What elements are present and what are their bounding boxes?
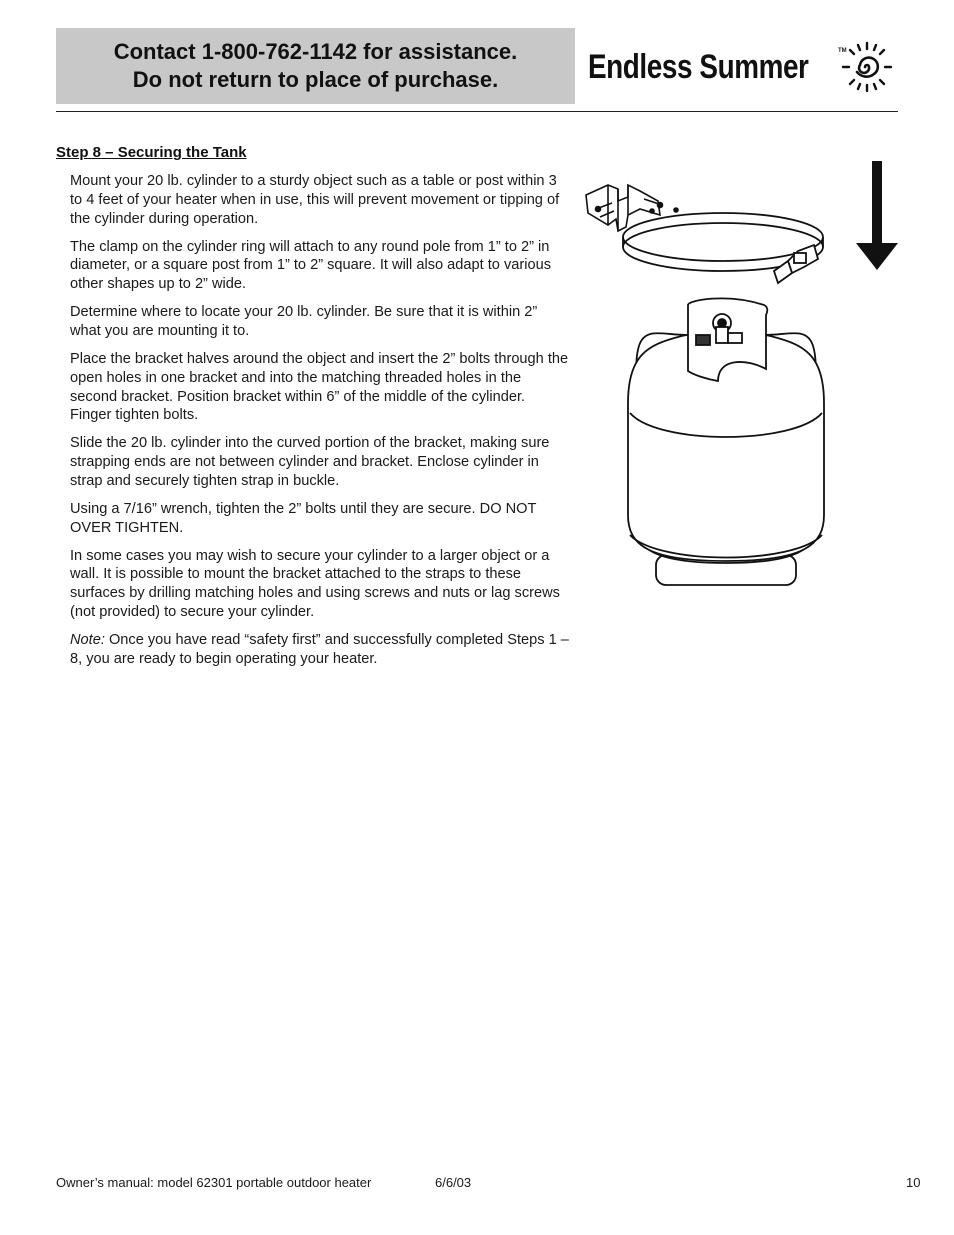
brand-name: Endless Summer (588, 48, 809, 86)
note-label: Note: (70, 632, 105, 649)
sun-spiral-icon (840, 40, 894, 94)
paragraph: The clamp on the cylinder ring will attach to any round pole from 1” to 2” in diameter, or a square post from 1” to 2” square. It will also adapt to various other shapes up to 2” wide. (70, 238, 552, 293)
paragraph: Determine where to locate your 20 lb. cylinder. Be sure that it is within 2” what you are mounting it to. (70, 304, 538, 339)
contact-line-2: Do not return to place of purchase. (132, 67, 499, 92)
paragraph: Slide the 20 lb. cylinder into the curved portion of the bracket, making sure strapping ends are not between cylinder and bracket. Enclose cylinder in strap and securely tighten strap in buckle. (70, 435, 550, 489)
paragraph: Place the bracket halves around the object and insert the 2” bolts through the open holes in one bracket and into the matching threaded holes in the second bracket. Position bracket within 6” of the middle of the cylinder. Finger tighten bolts. (70, 350, 569, 424)
paragraph: Using a 7/16” wrench, tighten the 2” bolts until they are secure. DO NOT OVER TIGHTEN. (70, 500, 537, 536)
paragraph: In some cases you may wish to secure your cylinder to a larger object or a wall. It is possible to mount the bracket attached to the straps to these surfaces by drilling matching holes and using screws and nuts or lag screws (not provided) to secure your cylinder. (70, 547, 560, 621)
brand-logo (588, 38, 900, 94)
footer-manual: Owner’s manual: model 62301 portable outdoor heater (56, 1175, 372, 1190)
note-paragraph (70, 631, 570, 669)
footer-date: 6/6/03 (435, 1175, 472, 1190)
paragraph: Mount your 20 lb. cylinder to a sturdy object such as a table or post within 3 to 4 feet of your heater when in use, this will prevent movement or tipping of the cylinder during operation. (70, 173, 560, 227)
down-arrow-icon (856, 161, 898, 270)
page-number: 10 (906, 1175, 921, 1190)
header-divider (56, 111, 898, 112)
instructions-body (70, 172, 570, 678)
note-text: Once you have read “safety first” and successfully completed Steps 1 – 8, you are ready to begin operating your heater. (70, 632, 569, 667)
contact-line-1: Contact 1-800-762-1142 for assistance. (113, 39, 518, 64)
section-title: Step 8 – Securing the Tank (56, 144, 247, 161)
brand-trademark: TM (838, 48, 847, 54)
propane-cylinder-icon (628, 298, 824, 585)
contact-banner (56, 28, 575, 104)
strap-ring-icon (623, 213, 823, 283)
cylinder-bracket-illustration (578, 155, 908, 595)
